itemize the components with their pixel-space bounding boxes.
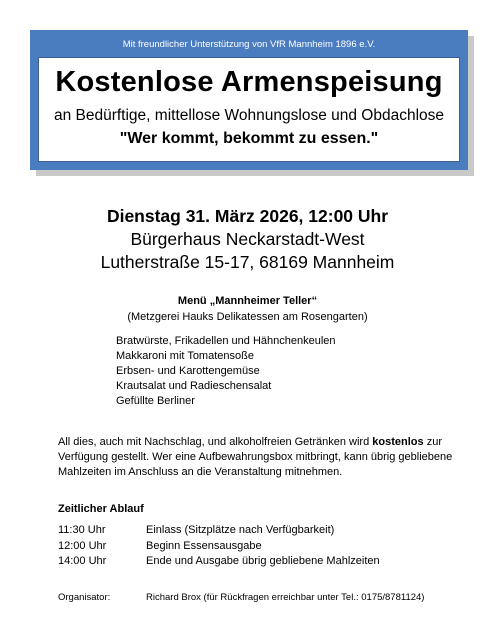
schedule-text: Ende und Ausgabe übrig gebliebene Mahlzeiten bbox=[146, 555, 380, 567]
schedule-row bbox=[58, 554, 380, 570]
title-box bbox=[38, 57, 460, 162]
schedule-text: Beginn Essensausgabe bbox=[146, 539, 262, 552]
menu-heading: Menü „Mannheimer Teller“ bbox=[177, 295, 318, 307]
schedule-text: Einlass (Sitzplätze nach Verfügbarkeit) bbox=[146, 524, 335, 536]
info-paragraph bbox=[58, 435, 458, 480]
schedule-table bbox=[58, 523, 380, 570]
organizer-line bbox=[58, 592, 424, 603]
slogan: "Wer kommt, bekommt zu essen." bbox=[119, 130, 379, 147]
schedule-time: 11:30 Uhr bbox=[58, 524, 106, 536]
menu-item: Gefüllte Berliner bbox=[116, 395, 195, 407]
organizer-label: Organisator: bbox=[58, 592, 111, 603]
schedule-heading: Zeitlicher Ablauf bbox=[58, 503, 144, 515]
schedule-row bbox=[58, 523, 380, 539]
info-text: zur Verfügung gestellt. Wer eine Aufbewahrungsbox mitbringt, kann übrig gebliebene Mahlzeiten im Anschluss an die Veranstaltung mitnehmen. bbox=[58, 436, 453, 478]
page-title: Kostenlose Armenspeisung bbox=[55, 66, 443, 98]
menu-item: Bratwürste, Frikadellen und Hähnchenkeulen bbox=[116, 335, 336, 347]
sponsor-line: Mit freundlicher Unterstützung von VfR Mannheim 1896 e.V. bbox=[122, 39, 376, 50]
subtitle: an Bedürftige, mittellose Wohnungslose und Obdachlose bbox=[53, 107, 445, 124]
schedule-time: 12:00 Uhr bbox=[58, 539, 107, 552]
event-details bbox=[0, 205, 495, 273]
menu-item: Krautsalat und Radieschensalat bbox=[116, 380, 272, 392]
menu-list bbox=[116, 334, 336, 409]
organizer-contact: Richard Brox (für Rückfragen erreichbar unter Tel.: 0175/8781124) bbox=[146, 592, 425, 603]
schedule-row bbox=[58, 539, 380, 555]
event-venue: Bürgerhaus Neckarstadt-West bbox=[130, 229, 365, 249]
event-address: Lutherstraße 15-17, 68169 Mannheim bbox=[100, 252, 395, 272]
info-text: All dies, auch mit Nachschlag, und alkoholfreien Getränken wird bbox=[58, 436, 373, 448]
schedule-time: 14:00 Uhr bbox=[58, 555, 107, 567]
info-free-emphasis: kostenlos bbox=[372, 436, 424, 448]
header-banner bbox=[30, 30, 468, 170]
menu-item: Erbsen- und Karottengemüse bbox=[116, 365, 260, 377]
menu-item: Makkaroni mit Tomatensoße bbox=[116, 350, 254, 362]
menu-supplier: (Metzgerei Hauks Delikatessen am Rosengarten) bbox=[127, 311, 368, 323]
event-date: Dienstag 31. März 2026, 12:00 Uhr bbox=[106, 206, 389, 226]
